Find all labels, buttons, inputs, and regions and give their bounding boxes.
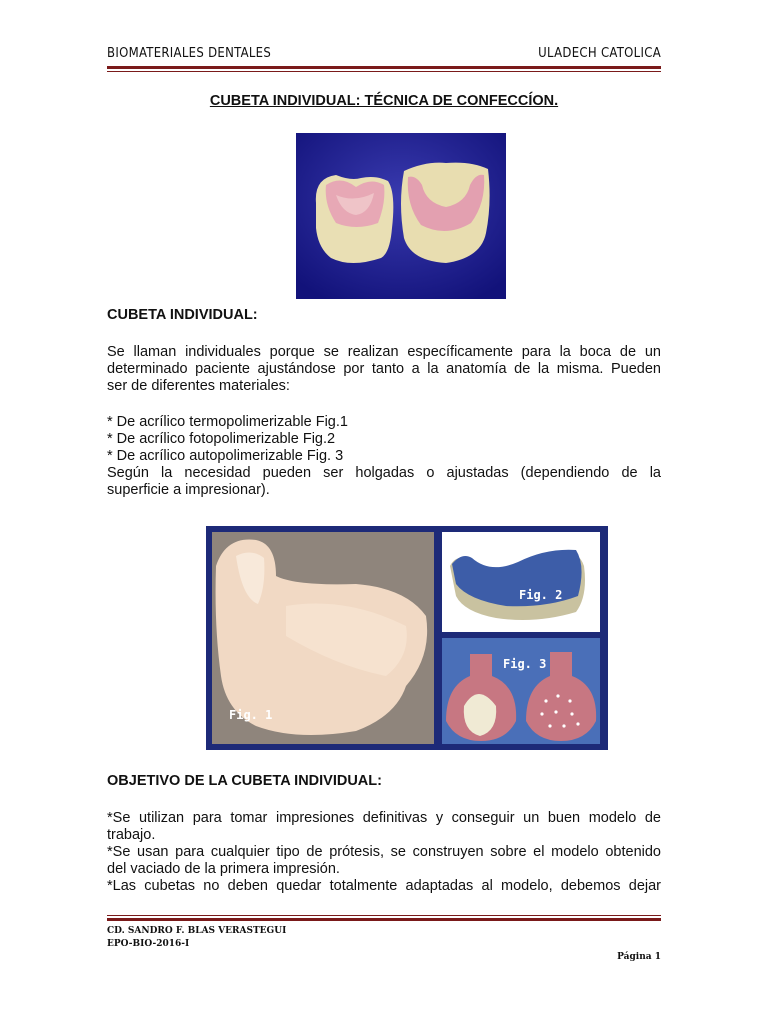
section2-paragraph xyxy=(107,810,661,895)
fig3-label: Fig. 3 xyxy=(503,657,547,671)
section-heading-objetivo: OBJETIVO DE LA CUBETA INDIVIDUAL: xyxy=(107,773,382,789)
list-item: * De acrílico autopolimerizable Fig. 3 xyxy=(107,448,344,464)
header-rule-thin xyxy=(107,71,661,72)
paragraph-line: ser de diferentes materiales: xyxy=(107,378,290,394)
paragraph-line: *Las cubetas no deben quedar totalmente adaptadas al modelo, debemos dejar xyxy=(107,878,661,894)
note-line: superficie a impresionar). xyxy=(107,482,270,498)
section1-paragraph xyxy=(107,344,661,395)
dental-casts-photo xyxy=(296,133,506,299)
list-item: * De acrílico fotopolimerizable Fig.2 xyxy=(107,431,336,447)
footer-author: CD. SANDRO F. BLAS VERASTEGUI xyxy=(107,926,287,936)
page-title: CUBETA INDIVIDUAL: TÉCNICA DE CONFECCÍON. xyxy=(209,93,559,109)
footer-rule-thin xyxy=(107,915,661,916)
fig1-label: Fig. 1 xyxy=(229,708,273,722)
paragraph-line: Se llaman individuales porque se realizan específicamente para la boca de un xyxy=(107,344,661,360)
fig2-label: Fig. 2 xyxy=(519,588,563,602)
footer-code: EPO-BIO-2016-I xyxy=(107,939,190,949)
header-left: BIOMATERIALES DENTALES xyxy=(107,46,272,61)
materials-list xyxy=(107,414,661,499)
header-right: ULADECH CATOLICA xyxy=(538,46,661,61)
paragraph-line: determinado paciente ajustándose por tanto a la anatomía de la misma. Pueden xyxy=(107,361,661,377)
paragraph-line: trabajo. xyxy=(107,827,156,843)
footer-rule-thick xyxy=(107,918,661,921)
header-rule-thick xyxy=(107,66,661,69)
note-line: Según la necesidad pueden ser holgadas o ajustadas (dependiendo de la xyxy=(107,465,661,481)
paragraph-line: del vaciado de la primera impresión. xyxy=(107,861,340,877)
cubeta-figures-photo xyxy=(206,526,608,750)
list-item: * De acrílico termopolimerizable Fig.1 xyxy=(107,414,348,430)
section-heading-cubeta: CUBETA INDIVIDUAL: xyxy=(107,307,258,323)
paragraph-line: *Se usan para cualquier tipo de prótesis, se construyen sobre el modelo obtenido xyxy=(107,844,661,860)
paragraph-line: *Se utilizan para tomar impresiones definitivas y conseguir un buen modelo de xyxy=(107,810,661,826)
page-number: Página 1 xyxy=(617,952,661,962)
